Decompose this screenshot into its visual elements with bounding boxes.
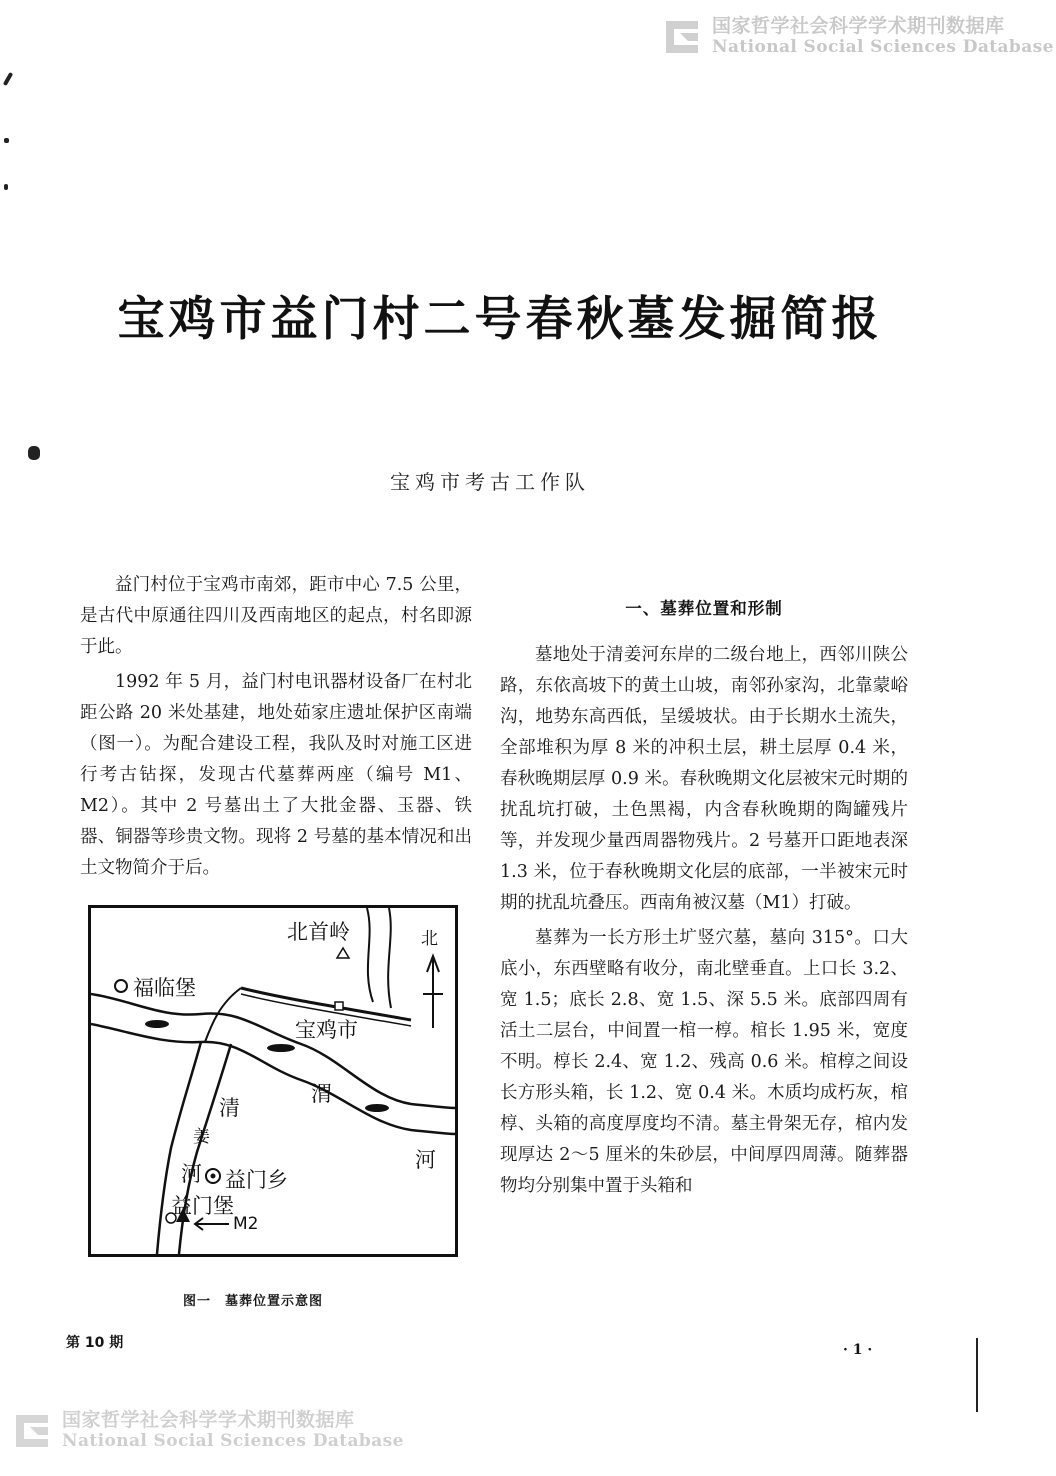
page-number: · 1 · bbox=[843, 1342, 873, 1358]
qingjiang-river-bank bbox=[179, 1044, 231, 1254]
map-label-he-left: 河 bbox=[181, 1162, 202, 1186]
right-column bbox=[500, 640, 908, 1206]
watermark-en: National Social Sciences Database bbox=[62, 1430, 404, 1451]
map-label-wei: 渭 bbox=[311, 1082, 332, 1106]
tributary bbox=[367, 908, 373, 1002]
paragraph: 1992 年 5 月，益门村电讯器材设备厂在村北距公路 20 米处基建，地处茹家庄遗址保护区南端（图一）。为配合建设工程，我队及时对施工区进行考古钻探，发现古代墓葬两座（编号 M1、M2）。其中 2 号墓出土了大批金器、玉器、铁器、铜器等珍贵文物。现将 2 号墓的基本情况和出土文物简介于后。 bbox=[80, 672, 472, 878]
location-map bbox=[88, 905, 458, 1257]
map-label-baoji: 宝鸡市 bbox=[295, 1018, 358, 1042]
fulinpu-marker bbox=[115, 980, 127, 992]
river-island bbox=[365, 1104, 389, 1112]
qingjiang-river bbox=[157, 1042, 201, 1254]
wei-river-bank bbox=[91, 1024, 455, 1134]
margin-mark bbox=[28, 446, 40, 460]
issue-number: 第 10 期 bbox=[66, 1335, 124, 1351]
map-label-yimenpu: 益门堡 bbox=[171, 1194, 234, 1218]
map-label-north: 北 bbox=[421, 929, 438, 949]
map-label-m2: M2 bbox=[233, 1214, 259, 1234]
margin-mark bbox=[3, 72, 13, 86]
watermark-top bbox=[662, 16, 1054, 57]
margin-mark bbox=[4, 184, 8, 190]
article-author: 宝鸡市考古工作队 bbox=[390, 470, 590, 494]
edge-line bbox=[976, 1338, 978, 1412]
beishouling-marker bbox=[337, 948, 349, 958]
river-island bbox=[267, 1044, 295, 1052]
figure-caption: 图一 墓葬位置示意图 bbox=[182, 1294, 323, 1309]
section-heading: 一、墓葬位置和形制 bbox=[625, 599, 783, 618]
map-label-he-right: 河 bbox=[415, 1148, 436, 1172]
tributary bbox=[388, 908, 391, 1008]
watermark-en: National Social Sciences Database bbox=[712, 36, 1054, 57]
article-title: 宝鸡市益门村二号春秋墓发掘简报 bbox=[117, 292, 883, 347]
map-label-beishouling: 北首岭 bbox=[287, 920, 350, 944]
map-label-qing: 清 bbox=[219, 1096, 240, 1120]
map-label-jiang: 姜 bbox=[193, 1127, 210, 1147]
watermark-bottom bbox=[12, 1410, 404, 1451]
map-label-fulinpu: 福临堡 bbox=[133, 976, 196, 1000]
database-logo-icon bbox=[12, 1411, 52, 1451]
station bbox=[335, 1002, 343, 1010]
paragraph: 墓葬为一长方形土圹竖穴墓，墓向 315°。口大底小，东西壁略有收分，南北壁垂直。上口长 3.2、宽 1.5；底长 2.8、宽 1.5、深 5.5 米。底部四周有活土二层台，中间置一棺一椁。棺长 1.95 米，宽度不明。椁长 2.4、宽 1.2、残高 0.6 米。棺椁之间设长方形头箱，长 1.2、宽 0.4 米。木质均成朽灰，棺椁、头箱的高度厚度均不清。墓主骨架无存，棺内发现厚达 2～5 厘米的朱砂层，中间厚四周薄。随葬器物均分别集中置于头箱和 bbox=[500, 928, 908, 1196]
north-arrow bbox=[423, 956, 443, 1028]
watermark-cn: 国家哲学社会科学学术期刊数据库 bbox=[712, 15, 1005, 37]
paragraph: 益门村位于宝鸡市南郊，距市中心 7.5 公里，是古代中原通往四川及西南地区的起点，村名即源于此。 bbox=[80, 575, 472, 657]
yimenxiang-marker-dot bbox=[211, 1174, 216, 1179]
map-drawing bbox=[91, 908, 455, 1254]
map-label-yimenxiang: 益门乡 bbox=[225, 1168, 288, 1192]
left-column bbox=[80, 570, 472, 888]
database-logo-icon bbox=[662, 17, 702, 57]
watermark-cn: 国家哲学社会科学学术期刊数据库 bbox=[62, 1409, 355, 1431]
margin-mark bbox=[4, 138, 9, 143]
paragraph: 墓地处于清姜河东岸的二级台地上，西邻川陕公路，东依高坡下的黄土山坡，南邻孙家沟，北靠蒙峪沟，地势东高西低，呈缓坡状。由于长期水土流失，全部堆积为厚 8 米的冲积土层，耕土层厚 0.4 米，春秋晚期层厚 0.9 米。春秋晚期文化层被宋元时期的扰乱坑打破，土色黑褐，内含春秋晚期的陶罐残片等，并发现少量西周器物残片。2 号墓开口距地表深 1.3 米，位于春秋晚期文化层的底部，一半被宋元时期的扰乱坑叠压。西南角被汉墓（M1）打破。 bbox=[500, 645, 908, 913]
river-island bbox=[145, 1020, 169, 1028]
